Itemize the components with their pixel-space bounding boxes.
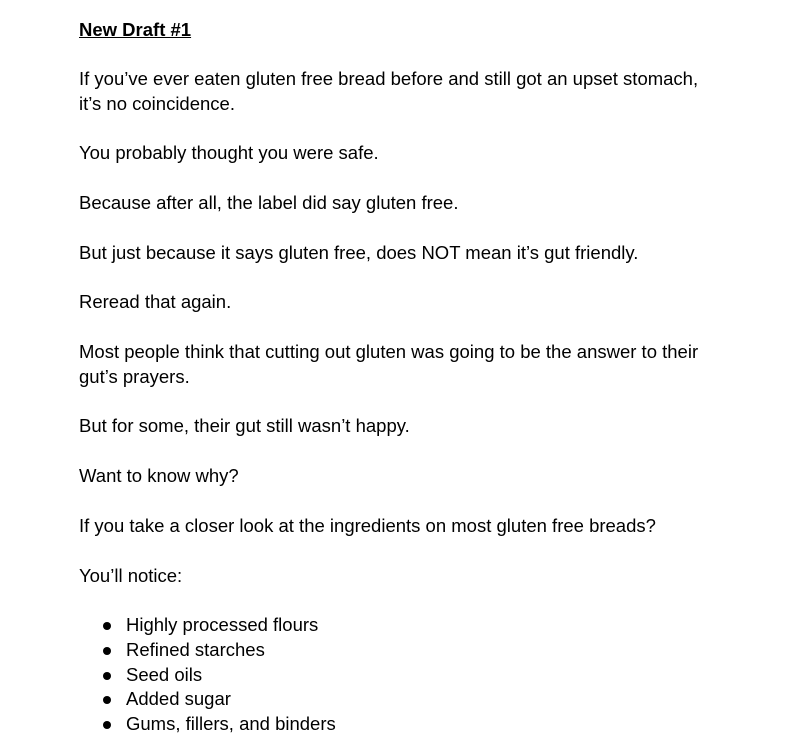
bullet-icon [103,721,111,729]
bullet-icon [103,696,111,704]
list-item [79,638,336,663]
list-item-text: Added sugar [126,688,231,710]
list-item [79,687,336,712]
paragraph: If you’ve ever eaten gluten free bread before and still got an upset stomach, it’s no coincidence. [79,68,699,114]
bullet-icon [103,647,111,655]
paragraph: Most people think that cutting out gluten was going to be the answer to their gut’s prayers. [79,341,699,387]
paragraph: If you take a closer look at the ingredients on most gluten free breads? [79,515,656,536]
list-item [79,613,336,638]
list-item [79,663,336,688]
ingredient-bullet-list [79,613,336,737]
bullet-icon [103,622,111,630]
list-item-text: Seed oils [126,663,203,685]
list-item-text: Gums, fillers, and binders [126,713,336,735]
paragraph: Want to know why? [79,465,239,486]
paragraph: You’ll notice: [79,565,183,586]
list-item-text: Highly processed flours [126,614,319,635]
list-item [79,712,336,737]
paragraph: You probably thought you were safe. [79,142,379,163]
bullet-icon [103,672,111,680]
document-title: New Draft #1 [79,19,192,40]
paragraph: But for some, their gut still wasn’t happy. [79,415,410,436]
list-item-text: Refined starches [126,638,265,660]
paragraph: But just because it says gluten free, does NOT mean it’s gut friendly. [79,242,639,263]
paragraph: Reread that again. [79,291,232,312]
paragraph: Because after all, the label did say gluten free. [79,192,459,213]
